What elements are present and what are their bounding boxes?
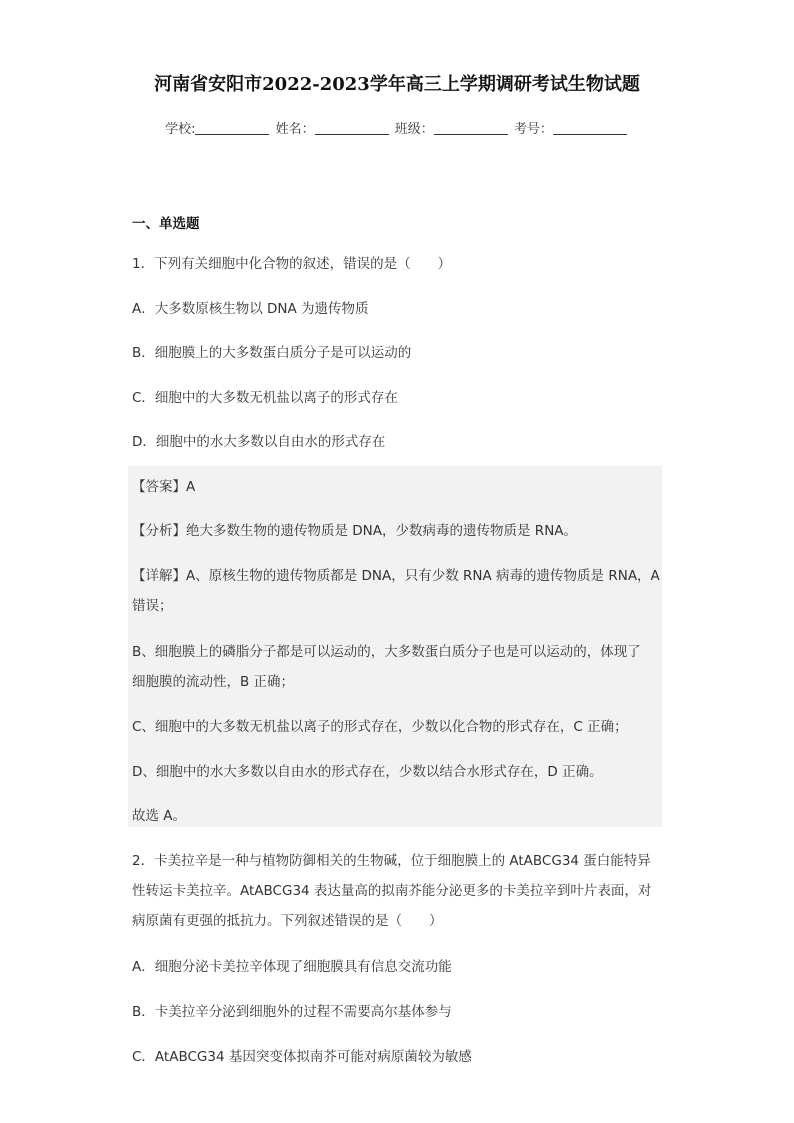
detail-b-line-2: 细胞膜的流动性，B 正确；	[132, 674, 295, 690]
q2-stem-line-3: 病原菌有更强的抵抗力。下列叙述错误的是（ ）	[132, 913, 443, 929]
number-blank[interactable]	[553, 120, 627, 135]
q1-option-a: A．大多数原核生物以 DNA 为遗传物质	[132, 301, 369, 317]
conclusion-line: 故选 A。	[132, 808, 187, 824]
q2-option-a: A．细胞分泌卡美拉辛体现了细胞膜具有信息交流功能	[132, 959, 452, 975]
section-heading: 一、单选题	[132, 216, 200, 232]
q1-option-c: C．细胞中的大多数无机盐以离子的形式存在	[132, 390, 398, 406]
q2-stem-line-1: 2．卡美拉辛是一种与植物防御相关的生物碱，位于细胞膜上的 AtABCG34 蛋白能特异	[132, 853, 651, 869]
name-label: 姓名：	[275, 122, 315, 137]
detail-c-line: C、细胞中的大多数无机盐以离子的形式存在，少数以化合物的形式存在，C 正确；	[132, 719, 628, 735]
student-info-line	[0, 118, 794, 137]
number-label: 考号：	[513, 122, 553, 137]
q1-option-b: B．细胞膜上的大多数蛋白质分子是可以运动的	[132, 345, 412, 361]
detail-d-line: D、细胞中的水大多数以自由水的形式存在，少数以结合水形式存在，D 正确。	[132, 764, 603, 780]
school-label: 学校:	[165, 122, 196, 137]
answer-line: 【答案】A	[132, 479, 196, 495]
school-blank[interactable]	[195, 120, 269, 135]
detail-line-2: 错误；	[132, 598, 173, 614]
q1-option-d: D．细胞中的水大多数以自由水的形式存在	[132, 434, 386, 450]
class-label: 班级：	[394, 122, 434, 137]
page-title: 河南省安阳市2022-2023学年高三上学期调研考试生物试题	[154, 74, 640, 95]
name-blank[interactable]	[315, 120, 389, 135]
q1-stem: 1．下列有关细胞中化合物的叙述，错误的是（ ）	[132, 256, 452, 272]
q2-option-c: C．AtABCG34 基因突变体拟南芥可能对病原菌较为敏感	[132, 1049, 472, 1065]
q2-stem-line-2: 性转运卡美拉辛。AtABCG34 表达量高的拟南芥能分泌更多的卡美拉辛到叶片表面，对	[132, 883, 652, 899]
detail-b-line-1: B、细胞膜上的磷脂分子都是可以运动的，大多数蛋白质分子也是可以运动的，体现了	[132, 644, 641, 660]
q2-option-b: B．卡美拉辛分泌到细胞外的过程不需要高尔基体参与	[132, 1004, 452, 1020]
detail-line-1: 【详解】A、原核生物的遗传物质都是 DNA，只有少数 RNA 病毒的遗传物质是 RNA，A	[132, 568, 660, 584]
analysis-line: 【分析】绝大多数生物的遗传物质是 DNA，少数病毒的遗传物质是 RNA。	[132, 523, 578, 539]
class-blank[interactable]	[434, 120, 508, 135]
